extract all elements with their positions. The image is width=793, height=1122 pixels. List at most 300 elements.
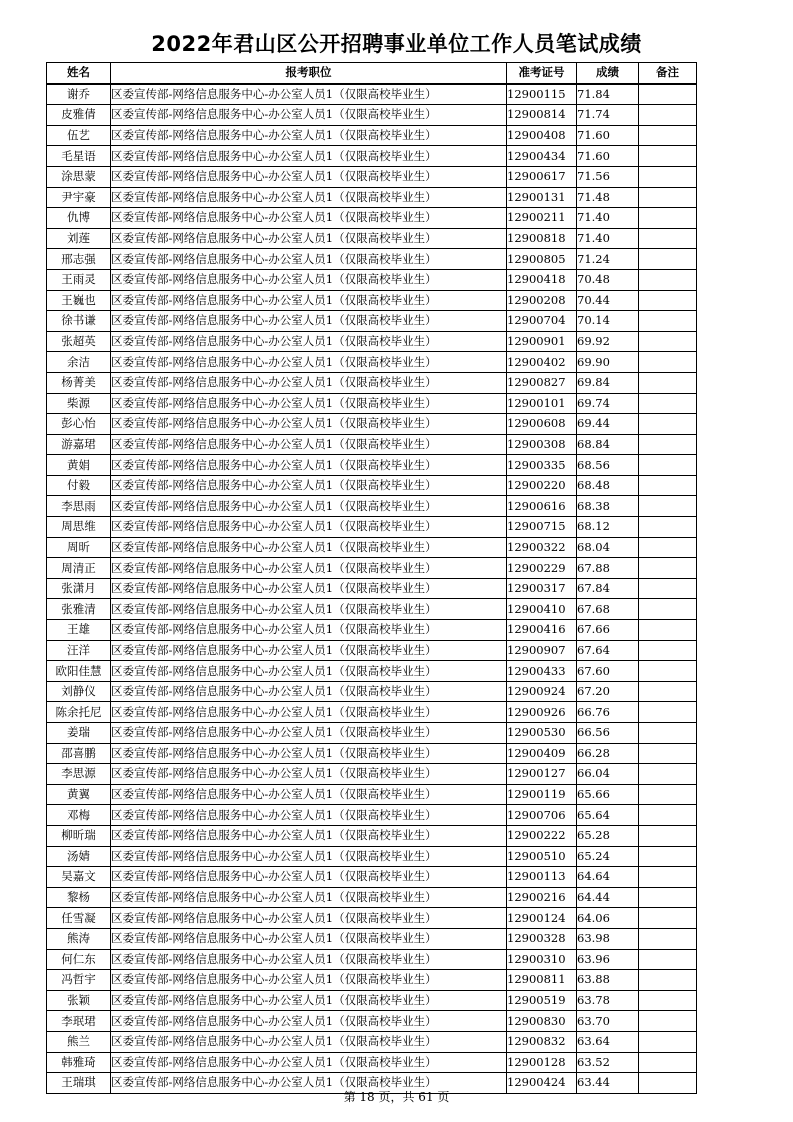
cell-exam-id: 12900617 bbox=[507, 166, 577, 187]
cell-position: 区委宣传部-网络信息服务中心-办公室人员1（仅限高校毕业生） bbox=[111, 208, 507, 229]
cell-position: 区委宣传部-网络信息服务中心-办公室人员1（仅限高校毕业生） bbox=[111, 887, 507, 908]
table-row bbox=[47, 414, 697, 435]
cell-exam-id: 12900510 bbox=[507, 846, 577, 867]
cell-note bbox=[639, 249, 697, 270]
cell-note bbox=[639, 949, 697, 970]
cell-name: 余洁 bbox=[47, 352, 111, 373]
table-row bbox=[47, 867, 697, 888]
table-row bbox=[47, 764, 697, 785]
cell-name: 刘莲 bbox=[47, 228, 111, 249]
cell-position: 区委宣传部-网络信息服务中心-办公室人员1（仅限高校毕业生） bbox=[111, 352, 507, 373]
cell-position: 区委宣传部-网络信息服务中心-办公室人员1（仅限高校毕业生） bbox=[111, 599, 507, 620]
cell-name: 张超英 bbox=[47, 331, 111, 352]
cell-position: 区委宣传部-网络信息服务中心-办公室人员1（仅限高校毕业生） bbox=[111, 475, 507, 496]
cell-score: 67.20 bbox=[577, 681, 639, 702]
table-row bbox=[47, 558, 697, 579]
cell-score: 66.28 bbox=[577, 743, 639, 764]
cell-name: 邢志强 bbox=[47, 249, 111, 270]
cell-note bbox=[639, 723, 697, 744]
cell-name: 汪洋 bbox=[47, 640, 111, 661]
cell-note bbox=[639, 517, 697, 538]
cell-score: 65.64 bbox=[577, 805, 639, 826]
cell-name: 邓梅 bbox=[47, 805, 111, 826]
cell-exam-id: 12900310 bbox=[507, 949, 577, 970]
cell-score: 64.44 bbox=[577, 887, 639, 908]
cell-exam-id: 12900901 bbox=[507, 331, 577, 352]
cell-note bbox=[639, 434, 697, 455]
cell-exam-id: 12900113 bbox=[507, 867, 577, 888]
cell-score: 63.70 bbox=[577, 1011, 639, 1032]
cell-score: 67.88 bbox=[577, 558, 639, 579]
cell-score: 67.64 bbox=[577, 640, 639, 661]
cell-position: 区委宣传部-网络信息服务中心-办公室人员1（仅限高校毕业生） bbox=[111, 331, 507, 352]
cell-exam-id: 12900519 bbox=[507, 990, 577, 1011]
cell-note bbox=[639, 331, 697, 352]
cell-name: 黄娟 bbox=[47, 455, 111, 476]
cell-exam-id: 12900220 bbox=[507, 475, 577, 496]
table-row bbox=[47, 455, 697, 476]
cell-exam-id: 12900424 bbox=[507, 1073, 577, 1094]
cell-score: 66.56 bbox=[577, 723, 639, 744]
cell-note bbox=[639, 825, 697, 846]
table-row bbox=[47, 208, 697, 229]
scores-table bbox=[46, 62, 697, 1094]
cell-score: 63.44 bbox=[577, 1073, 639, 1094]
cell-note bbox=[639, 805, 697, 826]
page-footer: 第 18 页，共 61 页 bbox=[343, 1090, 450, 1104]
table-row bbox=[47, 290, 697, 311]
cell-position: 区委宣传部-网络信息服务中心-办公室人员1（仅限高校毕业生） bbox=[111, 702, 507, 723]
cell-score: 71.56 bbox=[577, 166, 639, 187]
table-row bbox=[47, 393, 697, 414]
cell-score: 68.04 bbox=[577, 537, 639, 558]
cell-exam-id: 12900322 bbox=[507, 537, 577, 558]
table-row bbox=[47, 249, 697, 270]
cell-position: 区委宣传部-网络信息服务中心-办公室人员1（仅限高校毕业生） bbox=[111, 269, 507, 290]
cell-position: 区委宣传部-网络信息服务中心-办公室人员1（仅限高校毕业生） bbox=[111, 187, 507, 208]
cell-score: 69.90 bbox=[577, 352, 639, 373]
table-row bbox=[47, 372, 697, 393]
cell-note bbox=[639, 311, 697, 332]
cell-score: 71.40 bbox=[577, 208, 639, 229]
cell-position: 区委宣传部-网络信息服务中心-办公室人员1（仅限高校毕业生） bbox=[111, 970, 507, 991]
cell-score: 63.88 bbox=[577, 970, 639, 991]
cell-score: 67.66 bbox=[577, 620, 639, 641]
cell-note bbox=[639, 208, 697, 229]
cell-note bbox=[639, 578, 697, 599]
cell-note bbox=[639, 372, 697, 393]
cell-note bbox=[639, 1052, 697, 1073]
cell-score: 68.38 bbox=[577, 496, 639, 517]
cell-position: 区委宣传部-网络信息服务中心-办公室人员1（仅限高校毕业生） bbox=[111, 620, 507, 641]
cell-name: 李珉珺 bbox=[47, 1011, 111, 1032]
cell-exam-id: 12900308 bbox=[507, 434, 577, 455]
cell-score: 67.84 bbox=[577, 578, 639, 599]
cell-exam-id: 12900814 bbox=[507, 105, 577, 126]
cell-exam-id: 12900216 bbox=[507, 887, 577, 908]
cell-exam-id: 12900715 bbox=[507, 517, 577, 538]
cell-note bbox=[639, 228, 697, 249]
table-row bbox=[47, 311, 697, 332]
table-row bbox=[47, 517, 697, 538]
cell-note bbox=[639, 702, 697, 723]
page-title: 2022年君山区公开招聘事业单位工作人员笔试成绩 bbox=[151, 32, 642, 56]
cell-position: 区委宣传部-网络信息服务中心-办公室人员1（仅限高校毕业生） bbox=[111, 764, 507, 785]
table-row bbox=[47, 352, 697, 373]
cell-exam-id: 12900616 bbox=[507, 496, 577, 517]
table-row bbox=[47, 846, 697, 867]
table-row bbox=[47, 784, 697, 805]
cell-note bbox=[639, 846, 697, 867]
cell-position: 区委宣传部-网络信息服务中心-办公室人员1（仅限高校毕业生） bbox=[111, 393, 507, 414]
cell-note bbox=[639, 146, 697, 167]
cell-position: 区委宣传部-网络信息服务中心-办公室人员1（仅限高校毕业生） bbox=[111, 434, 507, 455]
cell-score: 68.48 bbox=[577, 475, 639, 496]
cell-score: 63.52 bbox=[577, 1052, 639, 1073]
cell-exam-id: 12900101 bbox=[507, 393, 577, 414]
table-row bbox=[47, 805, 697, 826]
cell-note bbox=[639, 743, 697, 764]
cell-name: 陈余托尼 bbox=[47, 702, 111, 723]
cell-score: 63.98 bbox=[577, 928, 639, 949]
table-row bbox=[47, 990, 697, 1011]
cell-position: 区委宣传部-网络信息服务中心-办公室人员1（仅限高校毕业生） bbox=[111, 784, 507, 805]
cell-score: 69.44 bbox=[577, 414, 639, 435]
cell-position: 区委宣传部-网络信息服务中心-办公室人员1（仅限高校毕业生） bbox=[111, 723, 507, 744]
cell-exam-id: 12900924 bbox=[507, 681, 577, 702]
header-name: 姓名 bbox=[47, 63, 111, 84]
table-row bbox=[47, 928, 697, 949]
cell-score: 66.76 bbox=[577, 702, 639, 723]
cell-name: 杨菁美 bbox=[47, 372, 111, 393]
cell-position: 区委宣传部-网络信息服务中心-办公室人员1（仅限高校毕业生） bbox=[111, 1052, 507, 1073]
cell-position: 区委宣传部-网络信息服务中心-办公室人员1（仅限高校毕业生） bbox=[111, 372, 507, 393]
cell-score: 68.12 bbox=[577, 517, 639, 538]
cell-name: 周思维 bbox=[47, 517, 111, 538]
cell-note bbox=[639, 1031, 697, 1052]
cell-exam-id: 12900818 bbox=[507, 228, 577, 249]
cell-name: 张潇月 bbox=[47, 578, 111, 599]
cell-name: 欧阳佳慧 bbox=[47, 661, 111, 682]
cell-exam-id: 12900127 bbox=[507, 764, 577, 785]
cell-position: 区委宣传部-网络信息服务中心-办公室人员1（仅限高校毕业生） bbox=[111, 949, 507, 970]
cell-name: 黄翼 bbox=[47, 784, 111, 805]
cell-score: 71.48 bbox=[577, 187, 639, 208]
cell-position: 区委宣传部-网络信息服务中心-办公室人员1（仅限高校毕业生） bbox=[111, 496, 507, 517]
cell-name: 任雪凝 bbox=[47, 908, 111, 929]
cell-note bbox=[639, 125, 697, 146]
table-row bbox=[47, 269, 697, 290]
cell-note bbox=[639, 105, 697, 126]
cell-exam-id: 12900211 bbox=[507, 208, 577, 229]
cell-name: 王瑞琪 bbox=[47, 1073, 111, 1094]
cell-exam-id: 12900416 bbox=[507, 620, 577, 641]
cell-name: 张雅清 bbox=[47, 599, 111, 620]
cell-position: 区委宣传部-网络信息服务中心-办公室人员1（仅限高校毕业生） bbox=[111, 84, 507, 105]
cell-note bbox=[639, 640, 697, 661]
cell-exam-id: 12900124 bbox=[507, 908, 577, 929]
cell-exam-id: 12900128 bbox=[507, 1052, 577, 1073]
cell-score: 65.28 bbox=[577, 825, 639, 846]
cell-exam-id: 12900811 bbox=[507, 970, 577, 991]
table-row bbox=[47, 970, 697, 991]
cell-score: 64.06 bbox=[577, 908, 639, 929]
cell-score: 71.40 bbox=[577, 228, 639, 249]
cell-note bbox=[639, 764, 697, 785]
header-exam-id: 准考证号 bbox=[507, 63, 577, 84]
cell-name: 皮雅倩 bbox=[47, 105, 111, 126]
cell-exam-id: 12900222 bbox=[507, 825, 577, 846]
cell-position: 区委宣传部-网络信息服务中心-办公室人员1（仅限高校毕业生） bbox=[111, 867, 507, 888]
cell-score: 63.64 bbox=[577, 1031, 639, 1052]
cell-position: 区委宣传部-网络信息服务中心-办公室人员1（仅限高校毕业生） bbox=[111, 805, 507, 826]
table-body bbox=[47, 84, 697, 1094]
cell-name: 何仁东 bbox=[47, 949, 111, 970]
cell-position: 区委宣传部-网络信息服务中心-办公室人员1（仅限高校毕业生） bbox=[111, 125, 507, 146]
table-row bbox=[47, 146, 697, 167]
table-row bbox=[47, 125, 697, 146]
cell-position: 区委宣传部-网络信息服务中心-办公室人员1（仅限高校毕业生） bbox=[111, 661, 507, 682]
cell-name: 周昕 bbox=[47, 537, 111, 558]
cell-name: 吴嘉文 bbox=[47, 867, 111, 888]
cell-score: 67.68 bbox=[577, 599, 639, 620]
table-row bbox=[47, 702, 697, 723]
cell-score: 67.60 bbox=[577, 661, 639, 682]
cell-score: 66.04 bbox=[577, 764, 639, 785]
cell-position: 区委宣传部-网络信息服务中心-办公室人员1（仅限高校毕业生） bbox=[111, 537, 507, 558]
cell-name: 韩雅琦 bbox=[47, 1052, 111, 1073]
cell-score: 65.24 bbox=[577, 846, 639, 867]
cell-exam-id: 12900115 bbox=[507, 84, 577, 105]
table-row bbox=[47, 599, 697, 620]
cell-position: 区委宣传部-网络信息服务中心-办公室人员1（仅限高校毕业生） bbox=[111, 228, 507, 249]
table-row bbox=[47, 166, 697, 187]
cell-name: 徐书谦 bbox=[47, 311, 111, 332]
cell-score: 68.56 bbox=[577, 455, 639, 476]
table-row bbox=[47, 331, 697, 352]
header-position: 报考职位 bbox=[111, 63, 507, 84]
cell-name: 彭心怡 bbox=[47, 414, 111, 435]
table-row bbox=[47, 1031, 697, 1052]
cell-note bbox=[639, 496, 697, 517]
cell-exam-id: 12900832 bbox=[507, 1031, 577, 1052]
cell-note bbox=[639, 290, 697, 311]
table-row bbox=[47, 228, 697, 249]
cell-name: 涂思蒙 bbox=[47, 166, 111, 187]
cell-position: 区委宣传部-网络信息服务中心-办公室人员1（仅限高校毕业生） bbox=[111, 311, 507, 332]
cell-note bbox=[639, 908, 697, 929]
table-row bbox=[47, 640, 697, 661]
cell-name: 熊兰 bbox=[47, 1031, 111, 1052]
cell-position: 区委宣传部-网络信息服务中心-办公室人员1（仅限高校毕业生） bbox=[111, 990, 507, 1011]
cell-exam-id: 12900208 bbox=[507, 290, 577, 311]
cell-score: 64.64 bbox=[577, 867, 639, 888]
cell-name: 毛星语 bbox=[47, 146, 111, 167]
cell-position: 区委宣传部-网络信息服务中心-办公室人员1（仅限高校毕业生） bbox=[111, 166, 507, 187]
cell-position: 区委宣传部-网络信息服务中心-办公室人员1（仅限高校毕业生） bbox=[111, 640, 507, 661]
table-row bbox=[47, 496, 697, 517]
cell-name: 柳昕瑞 bbox=[47, 825, 111, 846]
cell-note bbox=[639, 928, 697, 949]
cell-name: 王雨灵 bbox=[47, 269, 111, 290]
cell-note bbox=[639, 970, 697, 991]
cell-note bbox=[639, 187, 697, 208]
cell-name: 游嘉珺 bbox=[47, 434, 111, 455]
cell-name: 付毅 bbox=[47, 475, 111, 496]
cell-name: 周清正 bbox=[47, 558, 111, 579]
cell-note bbox=[639, 84, 697, 105]
cell-name: 邵喜鹏 bbox=[47, 743, 111, 764]
cell-note bbox=[639, 414, 697, 435]
cell-exam-id: 12900926 bbox=[507, 702, 577, 723]
cell-score: 69.74 bbox=[577, 393, 639, 414]
cell-exam-id: 12900608 bbox=[507, 414, 577, 435]
cell-exam-id: 12900827 bbox=[507, 372, 577, 393]
table-row bbox=[47, 661, 697, 682]
cell-exam-id: 12900805 bbox=[507, 249, 577, 270]
cell-score: 69.92 bbox=[577, 331, 639, 352]
cell-note bbox=[639, 558, 697, 579]
cell-exam-id: 12900433 bbox=[507, 661, 577, 682]
cell-name: 黎杨 bbox=[47, 887, 111, 908]
table-header-row bbox=[47, 63, 697, 84]
cell-score: 68.84 bbox=[577, 434, 639, 455]
cell-score: 70.48 bbox=[577, 269, 639, 290]
cell-note bbox=[639, 352, 697, 373]
cell-exam-id: 12900119 bbox=[507, 784, 577, 805]
header-score: 成绩 bbox=[577, 63, 639, 84]
cell-name: 冯哲宇 bbox=[47, 970, 111, 991]
cell-exam-id: 12900409 bbox=[507, 743, 577, 764]
cell-score: 71.60 bbox=[577, 146, 639, 167]
table-row bbox=[47, 620, 697, 641]
cell-score: 63.78 bbox=[577, 990, 639, 1011]
cell-exam-id: 12900335 bbox=[507, 455, 577, 476]
cell-note bbox=[639, 455, 697, 476]
cell-position: 区委宣传部-网络信息服务中心-办公室人员1（仅限高校毕业生） bbox=[111, 825, 507, 846]
cell-note bbox=[639, 681, 697, 702]
cell-score: 70.14 bbox=[577, 311, 639, 332]
table-row bbox=[47, 908, 697, 929]
cell-exam-id: 12900418 bbox=[507, 269, 577, 290]
table-row bbox=[47, 681, 697, 702]
cell-position: 区委宣传部-网络信息服务中心-办公室人员1（仅限高校毕业生） bbox=[111, 146, 507, 167]
cell-note bbox=[639, 269, 697, 290]
cell-position: 区委宣传部-网络信息服务中心-办公室人员1（仅限高校毕业生） bbox=[111, 290, 507, 311]
cell-position: 区委宣传部-网络信息服务中心-办公室人员1（仅限高校毕业生） bbox=[111, 578, 507, 599]
cell-name: 伍艺 bbox=[47, 125, 111, 146]
cell-name: 谢乔 bbox=[47, 84, 111, 105]
cell-position: 区委宣传部-网络信息服务中心-办公室人员1（仅限高校毕业生） bbox=[111, 1011, 507, 1032]
table-row bbox=[47, 1011, 697, 1032]
cell-position: 区委宣传部-网络信息服务中心-办公室人员1（仅限高校毕业生） bbox=[111, 558, 507, 579]
table-row bbox=[47, 743, 697, 764]
cell-exam-id: 12900402 bbox=[507, 352, 577, 373]
cell-score: 69.84 bbox=[577, 372, 639, 393]
cell-score: 63.96 bbox=[577, 949, 639, 970]
cell-position: 区委宣传部-网络信息服务中心-办公室人员1（仅限高校毕业生） bbox=[111, 908, 507, 929]
cell-name: 李思源 bbox=[47, 764, 111, 785]
cell-name: 王雄 bbox=[47, 620, 111, 641]
cell-score: 65.66 bbox=[577, 784, 639, 805]
cell-score: 71.84 bbox=[577, 84, 639, 105]
table-row bbox=[47, 475, 697, 496]
cell-note bbox=[639, 990, 697, 1011]
cell-note bbox=[639, 887, 697, 908]
cell-name: 姜瑞 bbox=[47, 723, 111, 744]
cell-position: 区委宣传部-网络信息服务中心-办公室人员1（仅限高校毕业生） bbox=[111, 517, 507, 538]
cell-note bbox=[639, 1011, 697, 1032]
cell-score: 71.24 bbox=[577, 249, 639, 270]
cell-exam-id: 12900328 bbox=[507, 928, 577, 949]
cell-position: 区委宣传部-网络信息服务中心-办公室人员1（仅限高校毕业生） bbox=[111, 928, 507, 949]
cell-name: 汤婧 bbox=[47, 846, 111, 867]
cell-exam-id: 12900704 bbox=[507, 311, 577, 332]
table-row bbox=[47, 723, 697, 744]
cell-exam-id: 12900317 bbox=[507, 578, 577, 599]
table-row bbox=[47, 84, 697, 105]
cell-note bbox=[639, 537, 697, 558]
cell-score: 70.44 bbox=[577, 290, 639, 311]
header-note: 备注 bbox=[639, 63, 697, 84]
cell-exam-id: 12900706 bbox=[507, 805, 577, 826]
cell-note bbox=[639, 166, 697, 187]
cell-exam-id: 12900229 bbox=[507, 558, 577, 579]
cell-name: 李思雨 bbox=[47, 496, 111, 517]
cell-position: 区委宣传部-网络信息服务中心-办公室人员1（仅限高校毕业生） bbox=[111, 249, 507, 270]
table-row bbox=[47, 578, 697, 599]
table-row bbox=[47, 105, 697, 126]
cell-position: 区委宣传部-网络信息服务中心-办公室人员1（仅限高校毕业生） bbox=[111, 455, 507, 476]
cell-exam-id: 12900408 bbox=[507, 125, 577, 146]
table-row bbox=[47, 537, 697, 558]
cell-score: 71.74 bbox=[577, 105, 639, 126]
cell-exam-id: 12900131 bbox=[507, 187, 577, 208]
cell-position: 区委宣传部-网络信息服务中心-办公室人员1（仅限高校毕业生） bbox=[111, 1031, 507, 1052]
cell-position: 区委宣传部-网络信息服务中心-办公室人员1（仅限高校毕业生） bbox=[111, 105, 507, 126]
cell-note bbox=[639, 784, 697, 805]
cell-exam-id: 12900530 bbox=[507, 723, 577, 744]
cell-exam-id: 12900434 bbox=[507, 146, 577, 167]
cell-exam-id: 12900907 bbox=[507, 640, 577, 661]
cell-exam-id: 12900410 bbox=[507, 599, 577, 620]
cell-exam-id: 12900830 bbox=[507, 1011, 577, 1032]
cell-note bbox=[639, 661, 697, 682]
cell-note bbox=[639, 393, 697, 414]
table-row bbox=[47, 434, 697, 455]
cell-name: 柴源 bbox=[47, 393, 111, 414]
cell-note bbox=[639, 620, 697, 641]
table-row bbox=[47, 949, 697, 970]
cell-position: 区委宣传部-网络信息服务中心-办公室人员1（仅限高校毕业生） bbox=[111, 681, 507, 702]
table-row bbox=[47, 1052, 697, 1073]
cell-name: 熊涛 bbox=[47, 928, 111, 949]
cell-position: 区委宣传部-网络信息服务中心-办公室人员1（仅限高校毕业生） bbox=[111, 743, 507, 764]
cell-name: 尹宇豪 bbox=[47, 187, 111, 208]
cell-note bbox=[639, 867, 697, 888]
table-row bbox=[47, 887, 697, 908]
cell-name: 张颖 bbox=[47, 990, 111, 1011]
cell-position: 区委宣传部-网络信息服务中心-办公室人员1（仅限高校毕业生） bbox=[111, 846, 507, 867]
cell-note bbox=[639, 599, 697, 620]
cell-note bbox=[639, 475, 697, 496]
cell-name: 仇博 bbox=[47, 208, 111, 229]
table-row bbox=[47, 825, 697, 846]
table-row bbox=[47, 187, 697, 208]
cell-name: 刘静仪 bbox=[47, 681, 111, 702]
cell-position: 区委宣传部-网络信息服务中心-办公室人员1（仅限高校毕业生） bbox=[111, 1073, 507, 1094]
cell-score: 71.60 bbox=[577, 125, 639, 146]
